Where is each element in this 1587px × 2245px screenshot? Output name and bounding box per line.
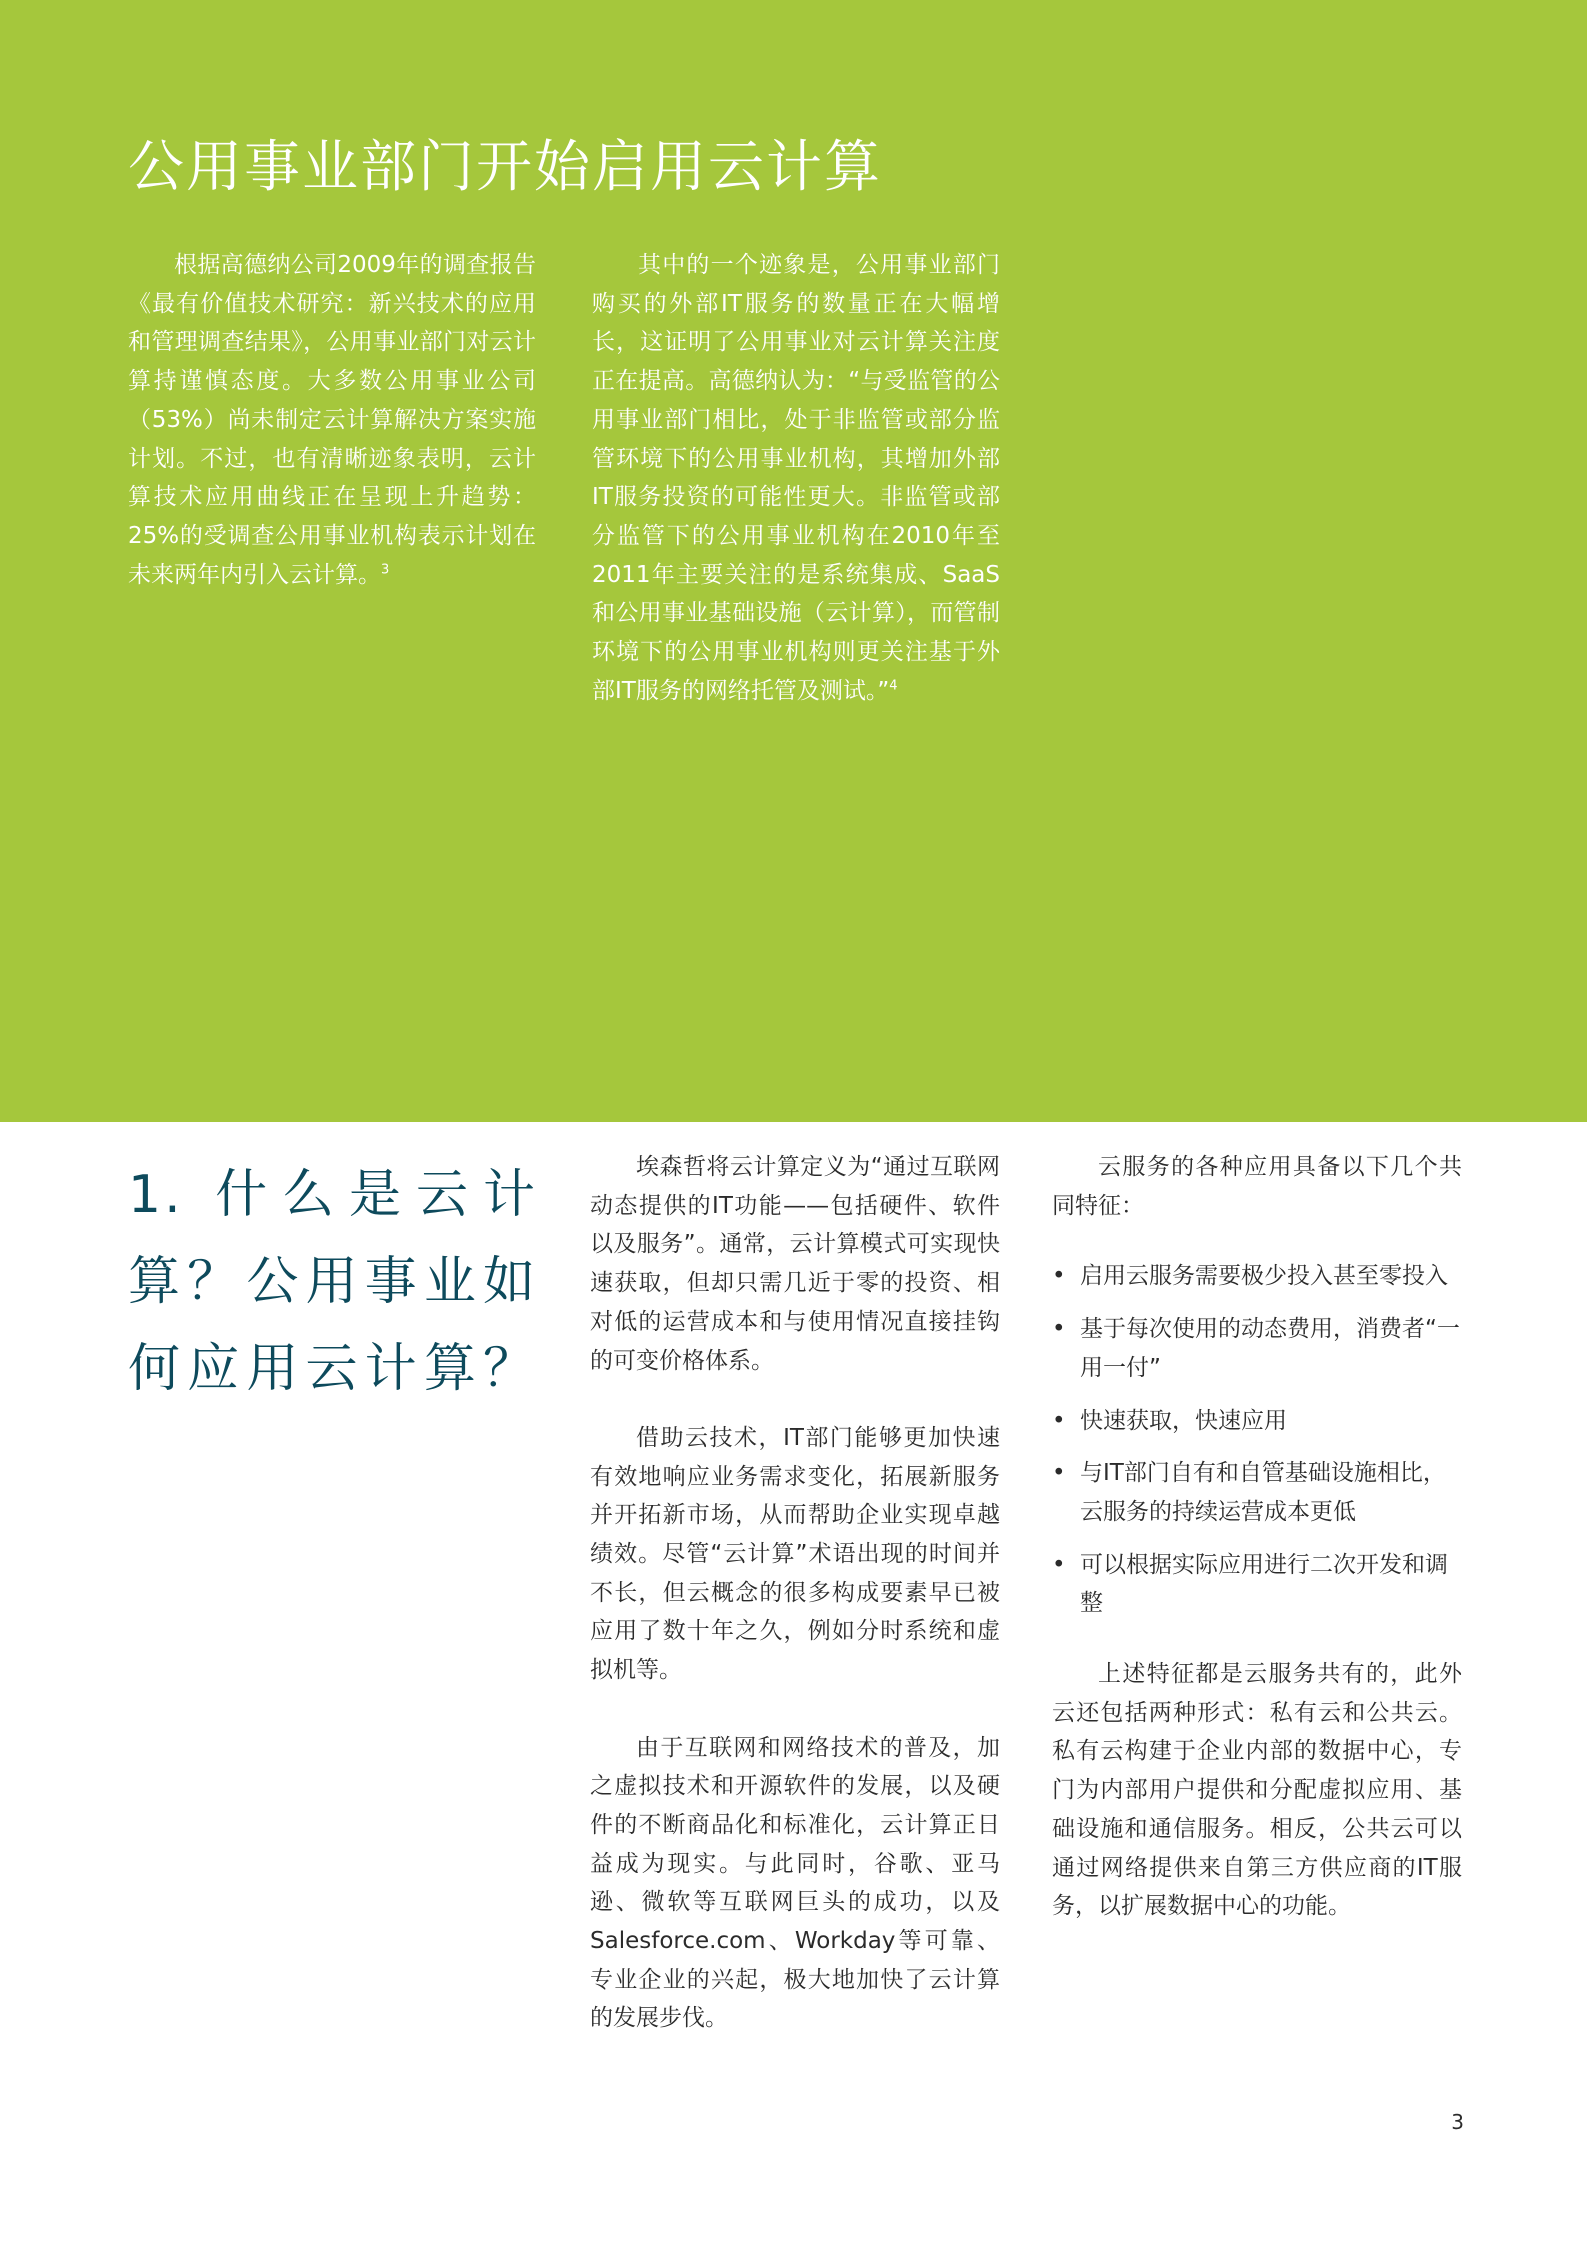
list-item: • 快速获取，快速应用: [1052, 1402, 1462, 1441]
section-title: 1. 什么是云计算？公用事业如何应用云计算？: [128, 1165, 538, 1399]
features-list: [1052, 1257, 1462, 1623]
banner-paragraph: [592, 246, 1000, 710]
features-outro: 上述特征都是云服务共有的，此外云还包括两种形式：私有云和公共云。私有云构建于企业内部的数据中心，专门为内部用户提供和分配虚拟应用、基础设施和通信服务。相反，公共云可以通过网络提供来自第三方供应商的IT服务，以扩展数据中心的功能。: [1052, 1661, 1462, 1920]
banner-paragraph: [128, 246, 536, 594]
paragraph-text: 根据高德纳公司2009年的调查报告《最有价值技术研究：新兴技术的应用和管理调查结果》，公用事业部门对云计算持谨慎态度。大多数公用事业公司（53%）尚未制定云计算解决方案实施计划。不过，也有清晰迹象表明，云计算技术应用曲线正在呈现上升趋势：25%的受调查公用事业机构表示计划在未来两年内引入云计算。: [128, 252, 536, 588]
list-item: • 基于每次使用的动态费用，消费者“一用一付”: [1052, 1310, 1462, 1387]
list-item: • 启用云服务需要极少投入甚至零投入: [1052, 1257, 1462, 1296]
body-paragraph: 借助云技术，IT部门能够更加快速有效地响应业务需求变化，拓展新服务并开拓新市场，从而帮助企业实现卓越绩效。尽管“云计算”术语出现的时间并不长，但云概念的很多构成要素早已被应用了数十年之久，例如分时系统和虚拟机等。: [590, 1424, 1000, 1684]
page-number: 3: [1451, 2110, 1464, 2134]
banner-title: 公用事业部门开始启用云计算: [128, 135, 882, 200]
footnote-ref: 4: [889, 678, 898, 694]
footnote-ref: 3: [381, 561, 390, 577]
paragraph-text: 其中的一个迹象是，公用事业部门购买的外部IT服务的数量正在大幅增长，这证明了公用事业对云计算关注度正在提高。高德纳认为：“与受监管的公用事业部门相比，处于非监管或部分监管环境下的公用事业机构，其增加外部IT服务投资的可能性更大。非监管或部分监管下的公用事业机构在2010年至2011年主要关注的是系统集成、SaaS和公用事业基础设施（云计算），而管制环境下的公用事业机构则更关注基于外部IT服务的网络托管及测试。”: [592, 252, 1000, 704]
body-paragraph: 由于互联网和网络技术的普及，加之虚拟技术和开源软件的发展，以及硬件的不断商品化和标准化，云计算正日益成为现实。与此同时，谷歌、亚马逊、微软等互联网巨头的成功，以及Salesforce.com、Workday等可靠、专业企业的兴起，极大地加快了云计算的发展步伐。: [590, 1734, 1000, 2032]
body-paragraph: 埃森哲将云计算定义为“通过互联网动态提供的IT功能——包括硬件、软件以及服务”。通常，云计算模式可实现快速获取，但却只需几近于零的投资、相对低的运营成本和与使用情况直接挂钩的可变价格体系。: [590, 1154, 1000, 1374]
banner-column-right: [592, 246, 1000, 710]
body-column-right: [1052, 1148, 1462, 1926]
list-item: • 与IT部门自有和自管基础设施相比，云服务的持续运营成本更低: [1052, 1454, 1462, 1531]
list-item: • 可以根据实际应用进行二次开发和调整: [1052, 1546, 1462, 1623]
banner-column-left: [128, 246, 536, 594]
green-banner: [0, 0, 1587, 1122]
features-intro: 云服务的各种应用具备以下几个共同特征：: [1052, 1154, 1462, 1219]
body-column-middle: [590, 1148, 1000, 2077]
